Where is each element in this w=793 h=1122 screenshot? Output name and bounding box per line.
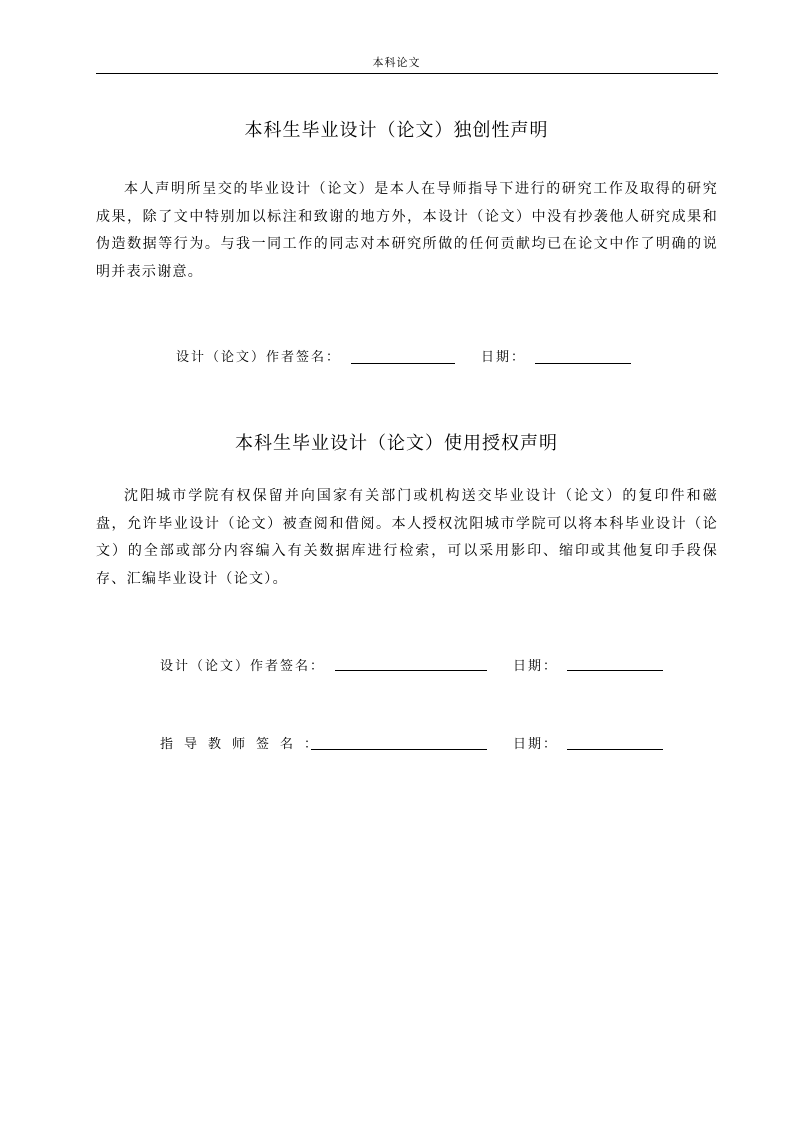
header-rule: [96, 73, 718, 74]
authorization-title: 本科生毕业设计（论文）使用授权声明: [235, 433, 558, 454]
advisor-sign-field[interactable]: [311, 749, 487, 750]
authorization-author-date-label: 日期：: [513, 659, 559, 674]
originality-date-field[interactable]: [535, 363, 631, 364]
authorization-author-sign-field[interactable]: [335, 670, 487, 671]
originality-date-label: 日期：: [481, 350, 527, 365]
originality-author-sign-label: 设计（论文）作者签名：: [176, 350, 342, 365]
authorization-author-sign-label: 设计（论文）作者签名：: [160, 659, 326, 674]
advisor-date-field[interactable]: [567, 749, 663, 750]
running-header: 本科论文: [372, 56, 421, 69]
originality-body: 本人声明所呈交的毕业设计（论文）是本人在导师指导下进行的研究工作及取得的研究成果，除了文中特别加以标注和致谢的地方外，本设计（论文）中没有抄袭他人研究成果和伪造数据等行为。与我一同工作的同志对本研究所做的任何贡献均已在论文中作了明确的说明并表示谢意。: [96, 181, 718, 280]
originality-author-sign-field[interactable]: [351, 363, 455, 364]
advisor-sign-label: 指导教师签名：: [160, 737, 329, 752]
originality-title: 本科生毕业设计（论文）独创性声明: [244, 120, 549, 141]
authorization-author-date-field[interactable]: [567, 670, 663, 671]
authorization-body: 沈阳城市学院有权保留并向国家有关部门或机构送交毕业设计（论文）的复印件和磁盘，允许毕业设计（论文）被查阅和借阅。本人授权沈阳城市学院可以将本科毕业设计（论文）的全部或部分内容编入有关数据库进行检索，可以采用影印、缩印或其他复印手段保存、汇编毕业设计（论文）。: [96, 488, 718, 587]
advisor-date-label: 日期：: [513, 737, 559, 752]
